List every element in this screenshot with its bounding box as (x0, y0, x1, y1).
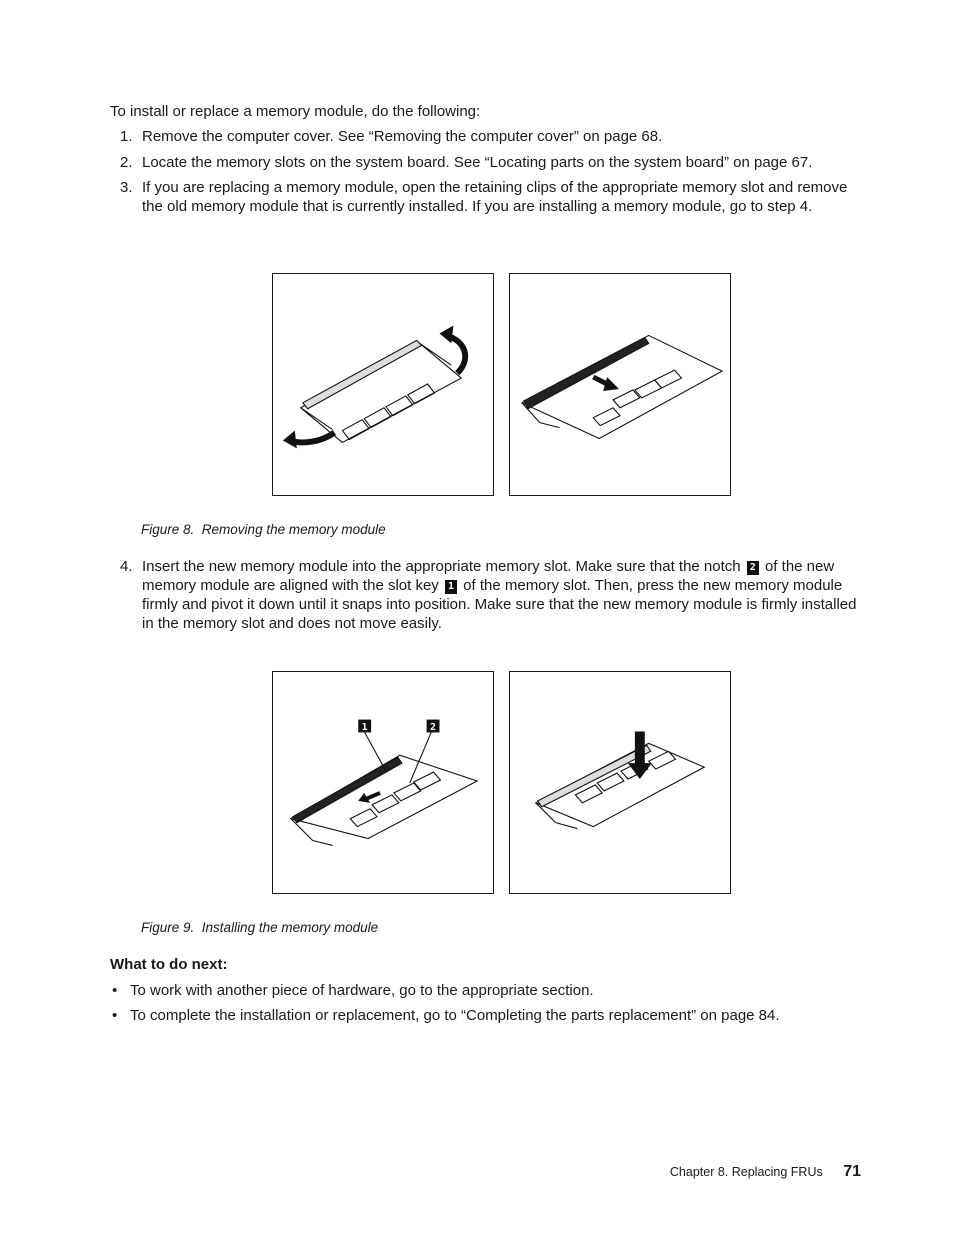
callout-2-label: 2 (430, 721, 437, 733)
bullet-dot: • (112, 1007, 118, 1024)
step-2 (110, 153, 862, 172)
figure9-panel-press-module (509, 671, 731, 894)
step-text: Remove the computer cover. See “Removing the computer cover” on page 68. (142, 128, 663, 145)
step-number: 1. (120, 128, 133, 145)
figure-label: Figure 9. (141, 920, 195, 935)
bullet-text: To complete the installation or replacement, go to “Completing the parts replacement” on page 84. (130, 1007, 780, 1024)
step-text: Locate the memory slots on the system board. See “Locating parts on the system board” on page 67. (142, 154, 813, 171)
step-4-part3: of the memory slot. Then, press the new memory module firmly and pivot it down until it snaps into position. Make sure that the new memory module is firmly installed in the memory slot and does not move easily. (142, 577, 857, 632)
slot-key-callout-badge: 1 (445, 580, 457, 594)
memory-module-alignment-illustration (273, 672, 493, 893)
callout-1-label: 1 (361, 721, 368, 733)
step-1 (110, 127, 862, 146)
step-3 (110, 178, 862, 216)
next-bullet (110, 1006, 870, 1025)
step-number: 4. (120, 558, 133, 575)
step-number: 2. (120, 154, 133, 171)
step-4-part1: Insert the new memory module into the appropriate memory slot. Make sure that the notch (142, 558, 741, 575)
next-bullet (110, 981, 870, 1000)
step-4 (110, 557, 862, 633)
memory-module-press-down-illustration (510, 672, 730, 893)
step-4-part2: of the new memory module are aligned with the slot key (142, 558, 835, 594)
intro-text: To install or replace a memory module, do the following: (110, 103, 481, 120)
figure-label: Figure 8. (141, 522, 195, 537)
figure8-panel-remove-module (509, 273, 731, 496)
figure-title: Removing the memory module (201, 522, 386, 537)
page-footer (670, 1163, 861, 1181)
figure9-panel-align-module (272, 671, 494, 894)
figure8-panel-open-clips (272, 273, 494, 496)
memory-module-removal-illustration (510, 274, 730, 495)
what-to-do-next-heading: What to do next: (110, 956, 228, 973)
step-text: If you are replacing a memory module, open the retaining clips of the appropriate memory slot and remove the old memory module that is currently installed. If you are installing a memory module, go to step 4. (142, 179, 848, 215)
figure8-caption (141, 522, 386, 537)
step-text (142, 557, 862, 633)
notch-callout-badge: 2 (747, 561, 759, 575)
chapter-label: Chapter 8. Replacing FRUs (669, 1165, 823, 1179)
figure9-caption (141, 920, 378, 935)
figure-title: Installing the memory module (201, 920, 379, 935)
step-number: 3. (120, 179, 133, 196)
bullet-text: To work with another piece of hardware, go to the appropriate section. (130, 982, 594, 999)
memory-clip-open-illustration (273, 274, 493, 495)
page-number: 71 (843, 1163, 861, 1180)
bullet-dot: • (112, 982, 118, 999)
